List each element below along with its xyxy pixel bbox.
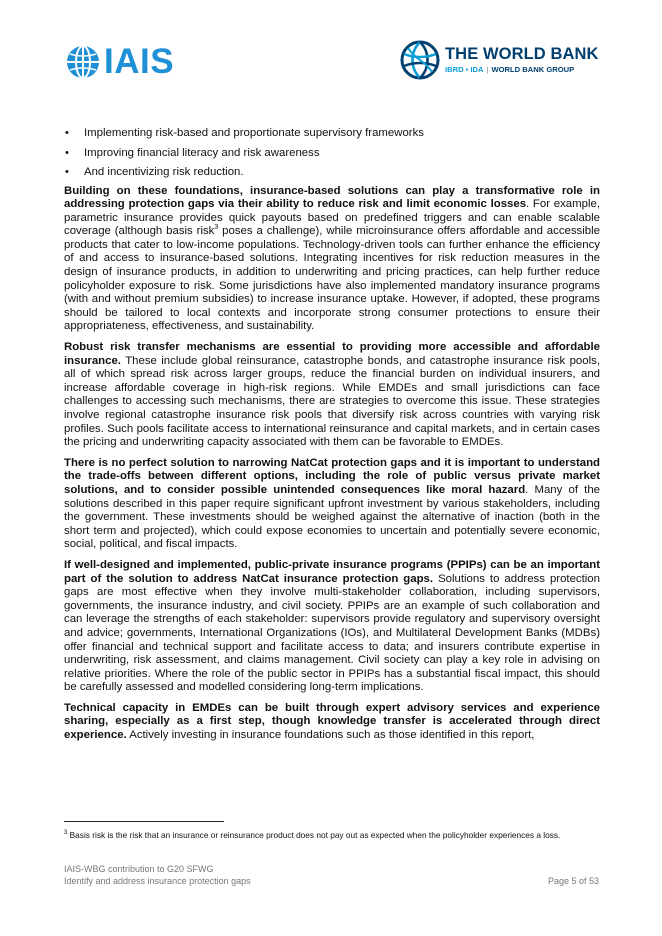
paragraph-lead: Technical capacity in EMDEs can be built through expert advisory services and experience sharing, especially as a first step, though knowledge transfer is accelerated through direct experience. [64,701,600,742]
paragraph-insurance-solutions [64,185,600,335]
paragraph-lead: There is no perfect solution to narrowing NatCat protection gaps and it is important to understand the trade-offs between different options, including the role of public versus private market solutions, and to consider possible unintended consequences like moral hazard [64,456,600,496]
world-bank-logo [400,40,599,80]
bullet-icon: • [65,146,69,159]
footer-line-1: IAIS-WBG contribution to G20 SFWG [64,864,214,874]
subtitle-separator: | [486,65,489,74]
bullet-icon: • [65,127,69,139]
paragraph-trade-offs [64,457,600,552]
page-number: Page 5 of 53 [547,876,599,886]
list-item-text: Implementing risk-based and proportionate supervisory frameworks [84,127,424,139]
paragraph-text: Solutions to address protection gaps are most effective when they involve multi-stakeholder collaboration, including supervisors, governments, the insurance industry, and civil society. PPIPs are an example of such collaboration and can leverage the strengths of each stakeholder: supervisors provide regulatory and supervisory oversight and advice; governments, International Organizations (IOs), and Multilateral Development Banks (MDBs) offer financial and technical support and facilitate access to data; and insurers contribute expertise in underwriting, risk assessment, and claims management. Civil society can play a key role in advising on relative priorities. Where the role of the public sector in PPIPs has a substantial fiscal impact, this should be carefully assessed and modelled considering long-term implications. [64,572,600,694]
paragraph-text: Actively investing in insurance foundations such as those identified in this report, [126,729,535,742]
world-bank-title: THE WORLD BANK [445,45,599,63]
world-bank-group-label: WORLD BANK GROUP [491,65,575,74]
paragraph-technical-capacity [64,702,600,743]
footnote-ref[interactable]: 3 [214,224,219,232]
paragraph-lead: Building on these foundations, insurance-based solutions can play a transformative role in addressing protection gaps via their ability to reduce risk and limit economic losses [64,184,600,211]
page-body [64,126,600,750]
world-bank-subtitle [445,64,599,75]
paragraph-text: . Many of the solutions described in this paper require significant upfront investment by various stakeholders, including the government. These investments should be weighed against the alternative of inaction (both in the short term and projected), which could expose economies to uncertain and potentially severe economic, social, political, and fiscal impacts. [64,483,600,551]
footer-line-2: Identify and address insurance protection gaps [64,876,251,886]
iais-logo [66,42,175,81]
footnote-text: Basis risk is the risk that an insurance or reinsurance product does not pay out as expected when the policyholder experiences a loss. [67,830,561,840]
iais-wordmark: IAIS [104,42,175,81]
list-item-text: And incentivizing risk reduction. [84,166,244,178]
footnote-divider [64,821,224,822]
ibrd-ida-label: IBRD • IDA [445,65,484,74]
world-bank-globe-icon [400,40,440,80]
list-item [64,165,600,179]
paragraph-ppips [64,559,600,695]
list-item [64,146,600,160]
footnote-marker: 3 [64,830,68,837]
paragraph-risk-transfer [64,341,600,450]
bullet-icon: • [65,166,69,178]
paragraph-text: poses a challenge), while microinsurance offers affordable and accessible products that cater to low-income populations. Technology-driven tools can further enhance the efficiency of and access to insurance-based solutions. Integrating incentives for risk reduction measures in the design of insurance products, in addition to underwriting and pricing practices, can help further reduce policyholder exposure to risk. Some jurisdictions have also implemented mandatory insurance programs (with and without premium subsidies) to increase insurance uptake. However, if adopted, these programs should be tailored to local contexts and incorporate strong consumer protections to ensure their appropriateness, effectiveness, and sustainability. [64,225,600,333]
list-item-text: Improving financial literacy and risk awareness [84,146,320,159]
list-item [64,126,600,140]
footer-left [64,863,251,887]
paragraph-lead: Robust risk transfer mechanisms are essential to providing more accessible and affordable insurance. [64,341,600,367]
paragraph-lead: If well-designed and implemented, public-private insurance programs (PPIPs) can be an important part of the solution to address NatCat insurance protection gaps. [64,558,600,585]
iais-globe-icon [66,45,100,79]
bullet-list [64,126,600,179]
paragraph-text: These include global reinsurance, catastrophe bonds, and catastrophe insurance risk pools, all of which spread risk across larger groups, reduce the financial burden on individual insurers, and increase affordable coverage in high-risk regions. While EMDEs and small jurisdictions can face challenges to accessing such mechanisms, there are strategies to overcome this issue. These strategies involve regional catastrophe insurance risk pools that diversify risk across countries with varying risk profiles. Such pools facilitate access to international reinsurance and capital markets, and in certain cases the pricing and underwriting capacity associated with them can be favorable to EMDEs. [64,354,600,449]
footnote [64,830,600,841]
paragraph-text: . For example, parametric insurance provides quick payouts based on predefined triggers and can enable scalable coverage (although basis risk [64,198,600,238]
